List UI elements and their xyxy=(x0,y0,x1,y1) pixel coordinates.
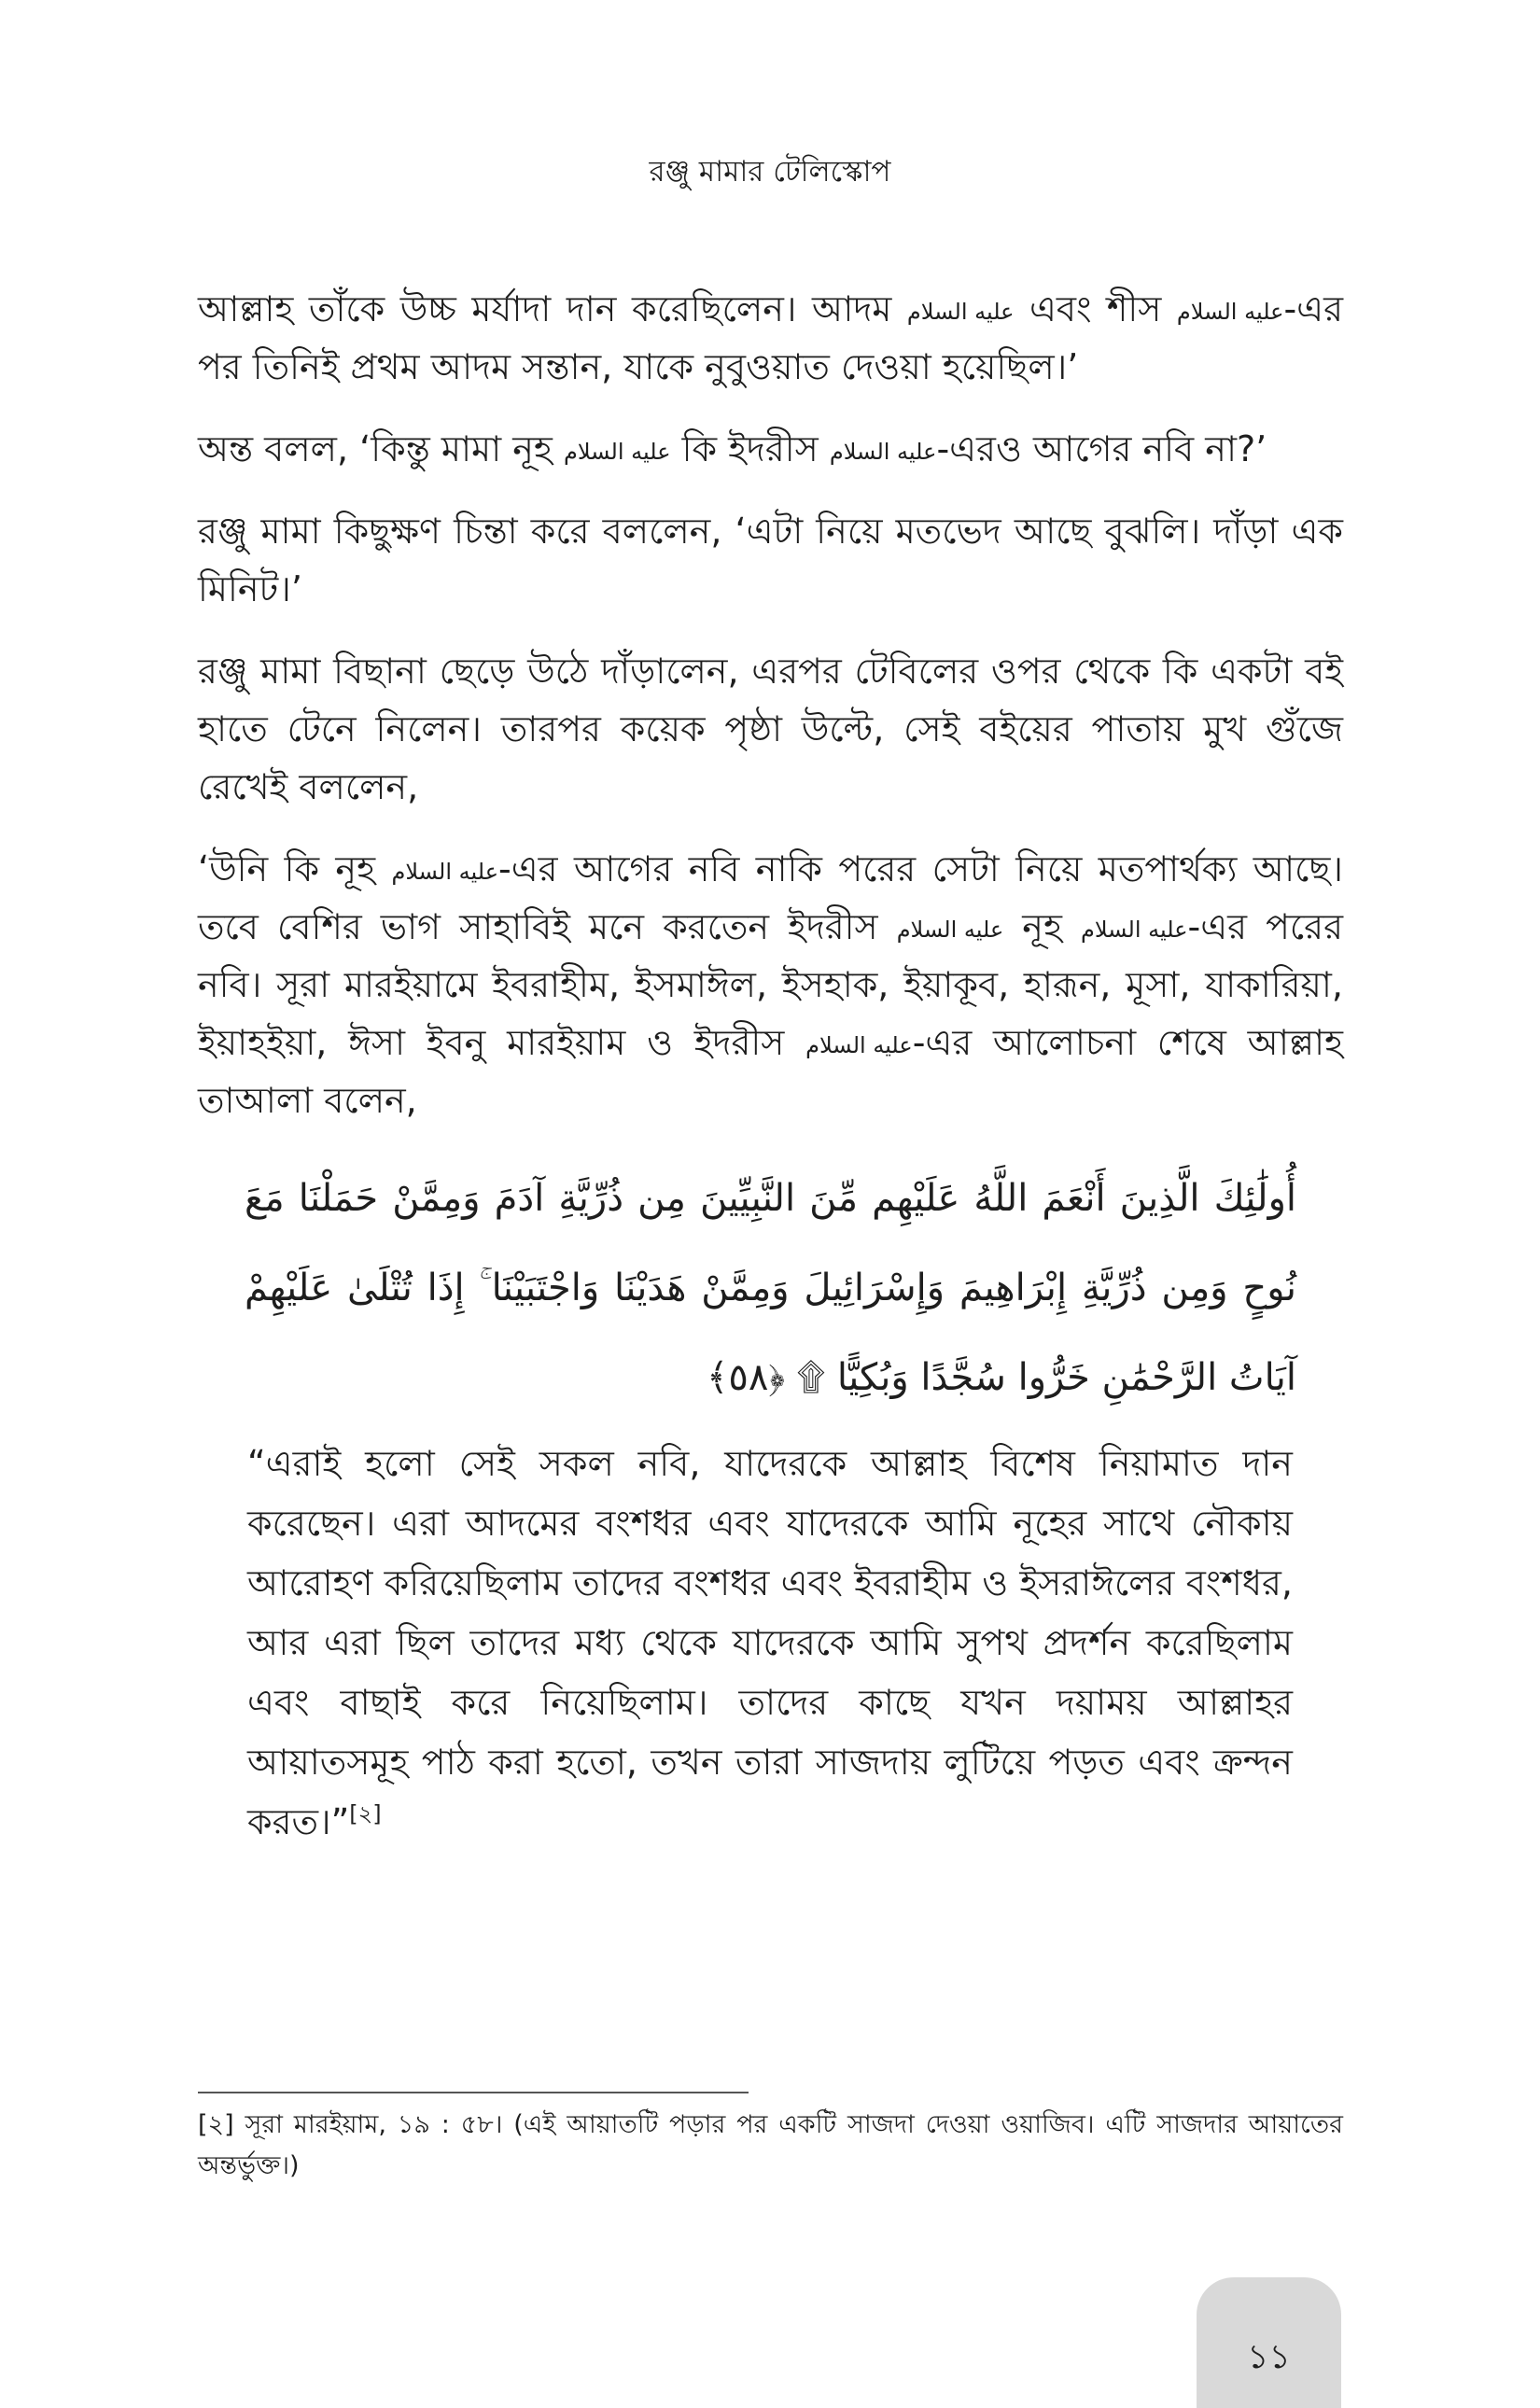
text-run: এবং শীস xyxy=(1014,288,1177,329)
honorific-glyph-icon: عليه السلام xyxy=(1176,298,1284,325)
footnote-reference[interactable]: [২] xyxy=(349,1800,382,1827)
paragraph: রঞ্জু মামা বিছানা ছেড়ে উঠে দাঁড়ালেন, এরপর টেবিলের ওপর থেকে কি একটা বই হাতে টেনে নিলেন। তারপর কয়েক পৃষ্ঠা উল্টে, সেই বইয়ের পাতায় মুখ গুঁজে রেখেই বললেন, xyxy=(198,651,1343,807)
text-run: -এর পর তিনিই প্রথম আদম সন্তান, যাকে নুবুওয়াত দেওয়া হয়েছিল।’ xyxy=(198,288,1343,387)
footnote-divider xyxy=(198,2092,749,2093)
text-run: -এর আলোচনা শেষে আল্লাহ তাআলা বলেন, xyxy=(198,1022,1343,1121)
text-run: অন্ত বলল, ‘কিন্তু মামা নূহ xyxy=(198,428,564,469)
page-number: ১১ xyxy=(1247,2338,1291,2376)
text-run: নূহ xyxy=(1003,906,1081,947)
verse-translation xyxy=(198,1434,1343,1852)
honorific-glyph-icon: عليه السلام xyxy=(906,298,1015,325)
translation-text: “এরাই হলো সেই সকল নবি, যাদেরকে আল্লাহ বিশেষ নিয়ামাত দান করেছেন। এরা আদমের বংশধর এবং যাদেরকে আমি নূহের সাথে নৌকায় আরোহণ করিয়েছিলাম তাদের বংশধর এবং ইবরাহীম ও ইসরাঈলের বংশধর, আর এরা ছিল তাদের মধ্য থেকে যাদেরকে আমি সুপথ প্রদর্শন করেছিলাম এবং বাছাই করে নিয়েছিলাম। তাদের কাছে যখন দয়াময় আল্লাহর আয়াতসমূহ পাঠ করা হতো, তখন তারা সাজদায় লুটিয়ে পড়ত এবং ক্রন্দন করত।” xyxy=(247,1443,1293,1842)
paragraph: রঞ্জু মামা কিছুক্ষণ চিন্তা করে বললেন, ‘এটা নিয়ে মতভেদ আছে বুঝলি। দাঁড়া এক মিনিট।’ xyxy=(198,511,1343,609)
honorific-glyph-icon: عليه السلام xyxy=(1080,916,1188,943)
text-run: -এর আগের নবি নাকি পরের সেটা নিয়ে মতপার্থক্য আছে। তবে বেশির ভাগ সাহাবিই মনে করতেন ইদরীস xyxy=(198,848,1343,947)
text-run: ‘উনি কি নূহ xyxy=(198,848,392,889)
honorific-glyph-icon: عليه السلام xyxy=(805,1031,913,1058)
paragraph xyxy=(198,840,1343,1129)
honorific-glyph-icon: عليه السلام xyxy=(563,438,671,465)
quran-verse: أُولَٰئِكَ الَّذِينَ أَنْعَمَ اللَّهُ عَلَيْهِم مِّنَ النَّبِيِّينَ مِن ذُرِّيَّةِ آدَمَ وَمِمَّنْ حَمَلْنَا مَعَ نُوحٍ وَمِن ذُرِّيَّةِ إِبْرَاهِيمَ وَإِسْرَائِيلَ وَمِمَّنْ هَدَيْنَا وَاجْتَبَيْنَا ۚ إِذَا تُتْلَىٰ عَلَيْهِمْ آيَاتُ الرَّحْمَٰنِ خَرُّوا سُجَّدًا وَبُكِيًّا ۩ ﴿٥٨﴾ xyxy=(245,1177,1296,1399)
running-header: রঞ্জু মামার টেলিস্কোপ xyxy=(649,155,891,189)
text-run: -এরও আগের নবি না?’ xyxy=(936,428,1267,469)
paragraph xyxy=(198,280,1343,396)
footnote: [২] সূরা মারইয়াম, ১৯ : ৫৮। (এই আয়াতটি পড়ার পর একটি সাজদা দেওয়া ওয়াজিব। এটি সাজদার আয়াতের অন্তর্ভুক্ত।) xyxy=(198,2110,1343,2180)
paragraph xyxy=(198,420,1343,478)
honorific-glyph-icon: عليه السلام xyxy=(829,438,937,465)
text-run: -এর পরের নবি। সূরা মারইয়ামে ইবরাহীম, ইসমাঈল, ইসহাক, ইয়াকূব, হারূন, মূসা, যাকারিয়া, ইয়াহইয়া, ঈসা ইবনু মারইয়াম ও ইদরীস xyxy=(198,906,1343,1063)
text-run: কি ইদরীস xyxy=(670,428,830,469)
body-text xyxy=(198,280,1343,1876)
honorific-glyph-icon: عليه السلام xyxy=(896,916,1004,943)
text-run: আল্লাহ তাঁকে উচ্চ মর্যাদা দান করেছিলেন। আদম xyxy=(198,288,907,329)
honorific-glyph-icon: عليه السلام xyxy=(391,858,499,885)
